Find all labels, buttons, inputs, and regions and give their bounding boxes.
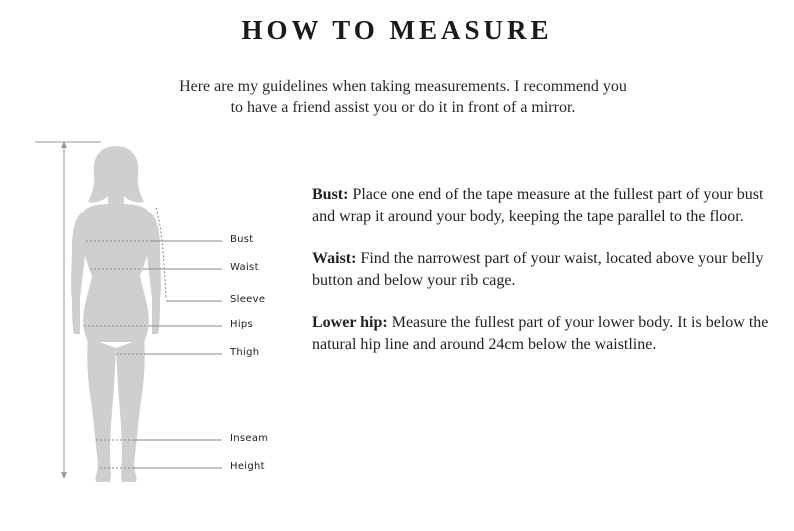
measurement-guidelines [312, 184, 774, 376]
label-height: Height [230, 461, 265, 472]
label-bust: Bust [230, 234, 254, 245]
label-sleeve: Sleeve [230, 294, 266, 305]
label-waist: Waist [230, 262, 259, 273]
guide-term: Waist: [312, 250, 357, 267]
intro-text [150, 76, 656, 118]
label-inseam: Inseam [230, 433, 269, 444]
intro-line-2: to have a friend assist you or do it in front of a mirror. [230, 99, 576, 116]
guide-text: Place one end of the tape measure at the fullest part of your bust and wrap it around your body, keeping the tape parallel to the floor. [312, 186, 764, 225]
page-title: HOW TO MEASURE [241, 15, 553, 45]
guide-waist [312, 248, 774, 292]
guide-bust [312, 184, 774, 228]
body-silhouette-illustration [0, 138, 290, 498]
intro-line-1: Here are my guidelines when taking measurements. I recommend you [179, 78, 627, 95]
label-hips: Hips [230, 319, 254, 330]
guide-term: Lower hip: [312, 314, 388, 331]
guide-text: Find the narrowest part of your waist, located above your belly button and below your rib cage. [312, 250, 764, 289]
guide-term: Bust: [312, 186, 349, 203]
guide-text: Measure the fullest part of your lower body. It is below the natural hip line and around 24cm below the waistline. [312, 314, 769, 353]
measurement-figure [0, 138, 290, 498]
label-thigh: Thigh [230, 347, 260, 358]
woman-silhouette [71, 146, 161, 482]
guide-lower-hip [312, 312, 774, 356]
